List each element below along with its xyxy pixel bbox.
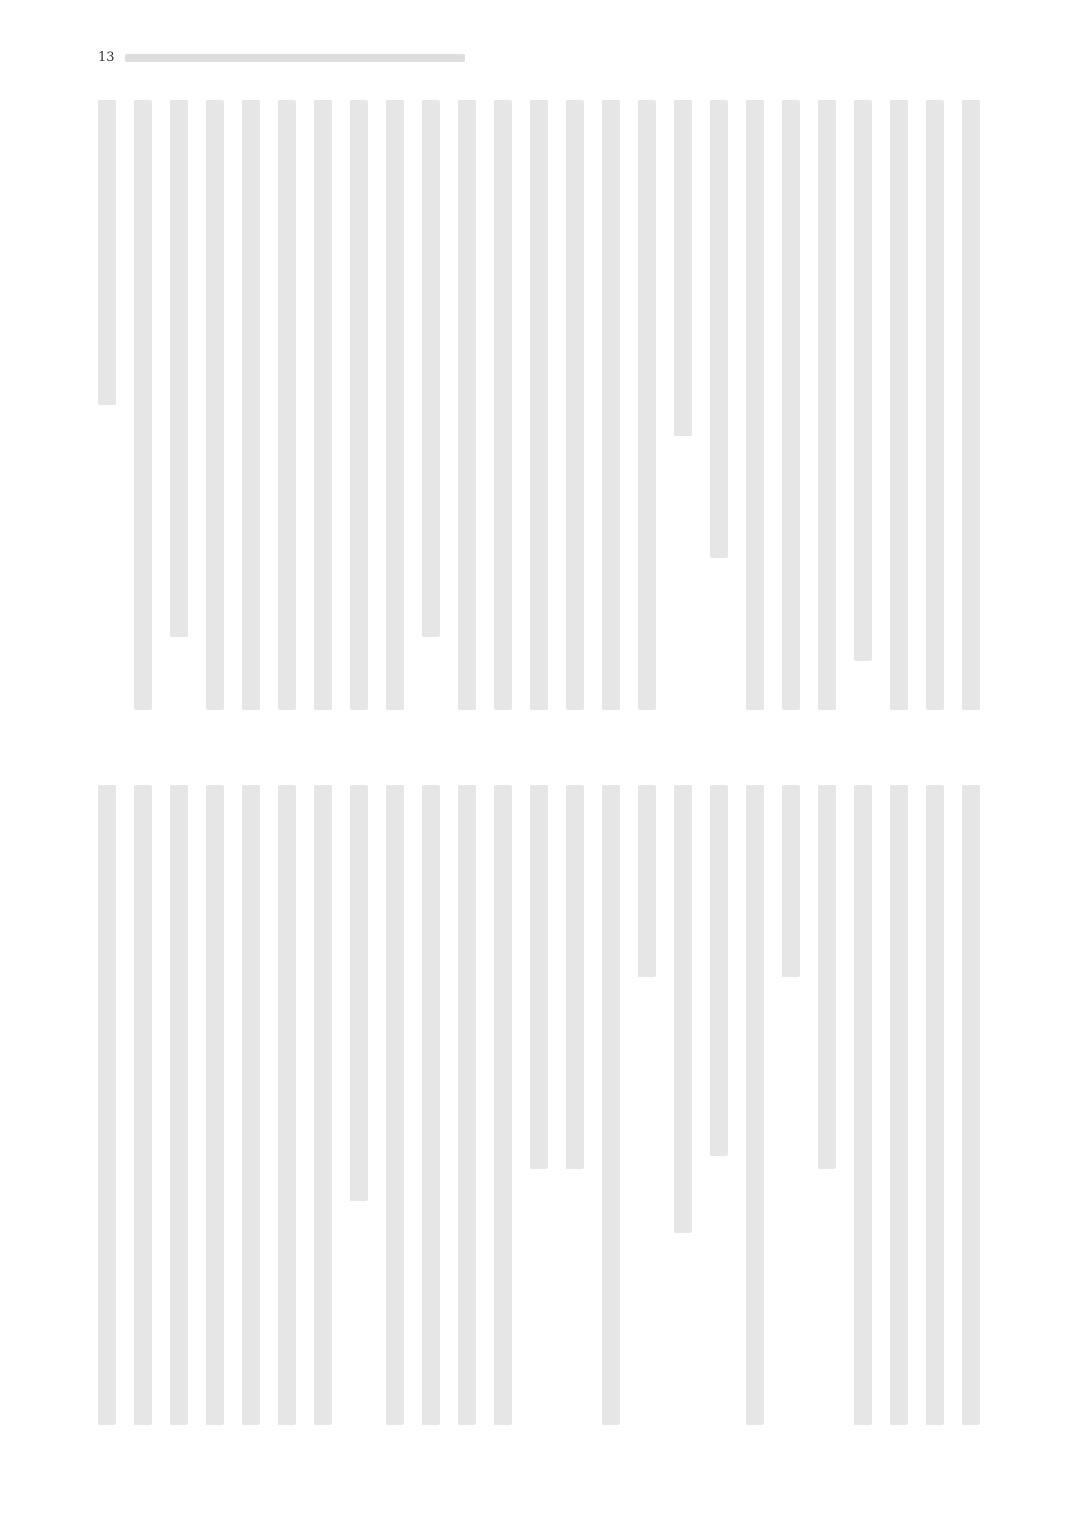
text-column-placeholder: [782, 785, 800, 977]
text-column-placeholder: [278, 785, 296, 1425]
text-column-placeholder: [854, 785, 872, 1425]
running-header: [98, 50, 465, 65]
text-column-placeholder: [206, 100, 224, 710]
text-column-placeholder: [206, 785, 224, 1425]
text-column-placeholder: [494, 785, 512, 1425]
text-column-placeholder: [602, 785, 620, 1425]
text-column-placeholder: [458, 100, 476, 710]
text-column-placeholder: [242, 785, 260, 1425]
text-column-placeholder: [962, 785, 980, 1425]
text-column-placeholder: [170, 100, 188, 637]
text-column-placeholder: [674, 100, 692, 436]
text-column-placeholder: [458, 785, 476, 1425]
text-column-placeholder: [170, 785, 188, 1425]
text-column-placeholder: [818, 785, 836, 1169]
text-column-placeholder: [674, 785, 692, 1233]
text-column-placeholder: [746, 100, 764, 710]
text-column-placeholder: [638, 100, 656, 710]
text-column-placeholder: [566, 100, 584, 710]
text-column-placeholder: [386, 100, 404, 710]
text-column-placeholder: [926, 100, 944, 710]
text-column-placeholder: [710, 100, 728, 558]
text-column-placeholder: [890, 100, 908, 710]
text-column-placeholder: [638, 785, 656, 977]
text-column-placeholder: [530, 100, 548, 710]
text-column-placeholder: [926, 785, 944, 1425]
text-column-placeholder: [314, 100, 332, 710]
text-tier-bottom: [98, 785, 980, 1425]
text-column-placeholder: [134, 100, 152, 710]
text-column-placeholder: [746, 785, 764, 1425]
text-column-placeholder: [962, 100, 980, 710]
text-column-placeholder: [278, 100, 296, 710]
text-column-placeholder: [530, 785, 548, 1169]
text-column-placeholder: [134, 785, 152, 1425]
text-column-placeholder: [710, 785, 728, 1156]
text-column-placeholder: [242, 100, 260, 710]
text-column-placeholder: [422, 785, 440, 1425]
text-column-placeholder: [314, 785, 332, 1425]
text-column-placeholder: [386, 785, 404, 1425]
text-column-placeholder: [350, 100, 368, 710]
text-column-placeholder: [350, 785, 368, 1201]
header-title-placeholder: [125, 54, 465, 62]
text-column-placeholder: [422, 100, 440, 637]
text-column-placeholder: [494, 100, 512, 710]
text-column-placeholder: [818, 100, 836, 710]
text-column-placeholder: [98, 785, 116, 1425]
text-column-placeholder: [890, 785, 908, 1425]
text-column-placeholder: [98, 100, 116, 405]
text-column-placeholder: [602, 100, 620, 710]
page-number: 13: [98, 50, 115, 65]
text-column-placeholder: [566, 785, 584, 1169]
text-column-placeholder: [782, 100, 800, 710]
text-column-placeholder: [854, 100, 872, 661]
text-tier-top: [98, 100, 980, 710]
